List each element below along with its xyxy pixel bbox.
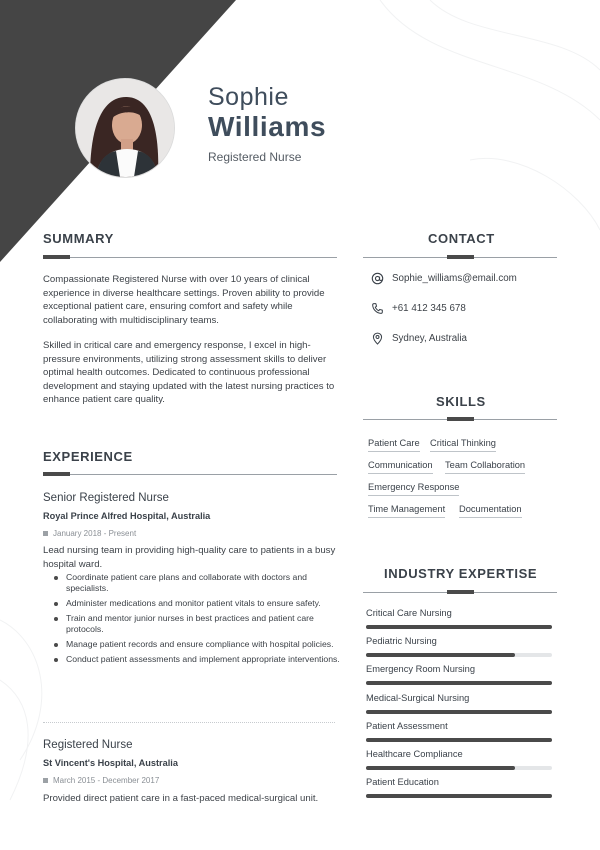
at-icon <box>371 272 384 285</box>
expertise-label: Healthcare Compliance <box>366 749 463 759</box>
first-name: Sophie <box>208 83 289 111</box>
expertise-label: Emergency Room Nursing <box>366 664 476 675</box>
job-dates <box>43 529 136 538</box>
expertise-level-fill <box>366 710 552 714</box>
contact-phone[interactable] <box>371 302 466 315</box>
summary-rule-accent <box>43 255 70 259</box>
expertise-label: Critical Care Nursing <box>366 608 452 618</box>
list-item: Train and mentor junior nurses in best practices and patient care protocols. <box>52 613 342 635</box>
calendar-marker-icon <box>43 531 48 536</box>
location-pin-icon <box>371 332 384 345</box>
skill-tag: Communication <box>368 460 433 474</box>
expertise-level-track <box>366 625 552 629</box>
job-dates-text: March 2015 - December 2017 <box>53 776 160 785</box>
job-role: Registered Nurse <box>43 739 133 751</box>
expertise-level-track <box>366 738 552 742</box>
expertise-label: Patient Assessment <box>366 720 448 731</box>
expertise-label: Patient Education <box>366 777 439 788</box>
expertise-rule-accent <box>447 590 474 594</box>
job-separator <box>43 722 335 723</box>
expertise-level-fill <box>366 653 515 657</box>
skill-tag: Emergency Response <box>368 482 459 496</box>
expertise-level-fill <box>366 738 552 742</box>
contact-heading: CONTACT <box>428 231 495 246</box>
expertise-level-track <box>366 794 552 798</box>
expertise-level-track <box>366 681 552 685</box>
skills-heading: SKILLS <box>436 394 486 409</box>
expertise-level-fill <box>366 625 552 629</box>
expertise-level-track <box>366 653 552 657</box>
job-bullets <box>52 572 342 669</box>
job-role: Senior Registered Nurse <box>43 492 169 504</box>
experience-rule-accent <box>43 472 70 476</box>
expertise-level-fill <box>366 681 552 685</box>
contact-email[interactable] <box>371 272 517 285</box>
summary-rule <box>43 257 337 258</box>
skills-rule-accent <box>447 417 474 421</box>
contact-phone-text: +61 412 345 678 <box>392 303 466 314</box>
list-item: Manage patient records and ensure compliance with hospital policies. <box>52 639 342 650</box>
experience-heading: EXPERIENCE <box>43 449 133 464</box>
list-item: Coordinate patient care plans and collaborate with doctors and specialists. <box>52 572 342 594</box>
expertise-level-fill <box>366 766 515 770</box>
job-dates-text: January 2018 - Present <box>53 529 137 538</box>
job-title: Registered Nurse <box>208 150 302 164</box>
skill-tag: Critical Thinking <box>430 438 496 452</box>
job-description: Lead nursing team in providing high-quality care to patients in a busy hospital ward. <box>43 545 336 570</box>
job-organization: St Vincent's Hospital, Australia <box>43 758 178 768</box>
profile-photo-icon <box>76 79 174 177</box>
summary-paragraph-1: Compassionate Registered Nurse with over 10 years of clinical experience in diverse healthcare settings. Proven ability to provide exceptional patient care, ensuring comfort and safety while collaborating with multidisciplinary teams. <box>43 274 325 326</box>
contact-location <box>371 332 467 345</box>
job-dates <box>43 776 159 785</box>
expertise-level-track <box>366 766 552 770</box>
summary-paragraph-2: Skilled in critical care and emergency response, I excel in high-pressure environments, utilizing strong assessment skills to deliver optimal health outcomes. Dedicated to continuous professional development and staying updated with the latest nursing practices to enhance patient care quality. <box>43 340 335 405</box>
job-organization: Royal Prince Alfred Hospital, Australia <box>43 511 211 521</box>
skill-tag: Documentation <box>459 504 522 518</box>
expertise-label: Medical-Surgical Nursing <box>366 692 470 703</box>
summary-heading: SUMMARY <box>43 231 114 246</box>
expertise-level-fill <box>366 794 552 798</box>
contact-email-text: Sophie_williams@email.com <box>392 273 517 284</box>
expertise-level-track <box>366 710 552 714</box>
last-name: Williams <box>208 111 327 142</box>
contact-location-text: Sydney, Australia <box>392 333 467 344</box>
skill-tag: Time Management <box>368 504 445 518</box>
avatar <box>76 79 174 177</box>
calendar-marker-icon <box>43 778 48 783</box>
list-item: Conduct patient assessments and implement appropriate interventions. <box>52 654 342 665</box>
skill-tag: Patient Care <box>368 438 420 452</box>
experience-rule <box>43 474 337 475</box>
list-item: Administer medications and monitor patient vitals to ensure safety. <box>52 598 342 609</box>
job-description: Provided direct patient care in a fast-paced medical-surgical unit. <box>43 793 319 804</box>
contact-rule-accent <box>447 255 474 259</box>
skill-tag: Team Collaboration <box>445 460 525 474</box>
phone-icon <box>371 302 384 315</box>
expertise-label: Pediatric Nursing <box>366 636 437 647</box>
expertise-heading: INDUSTRY EXPERTISE <box>384 566 538 581</box>
